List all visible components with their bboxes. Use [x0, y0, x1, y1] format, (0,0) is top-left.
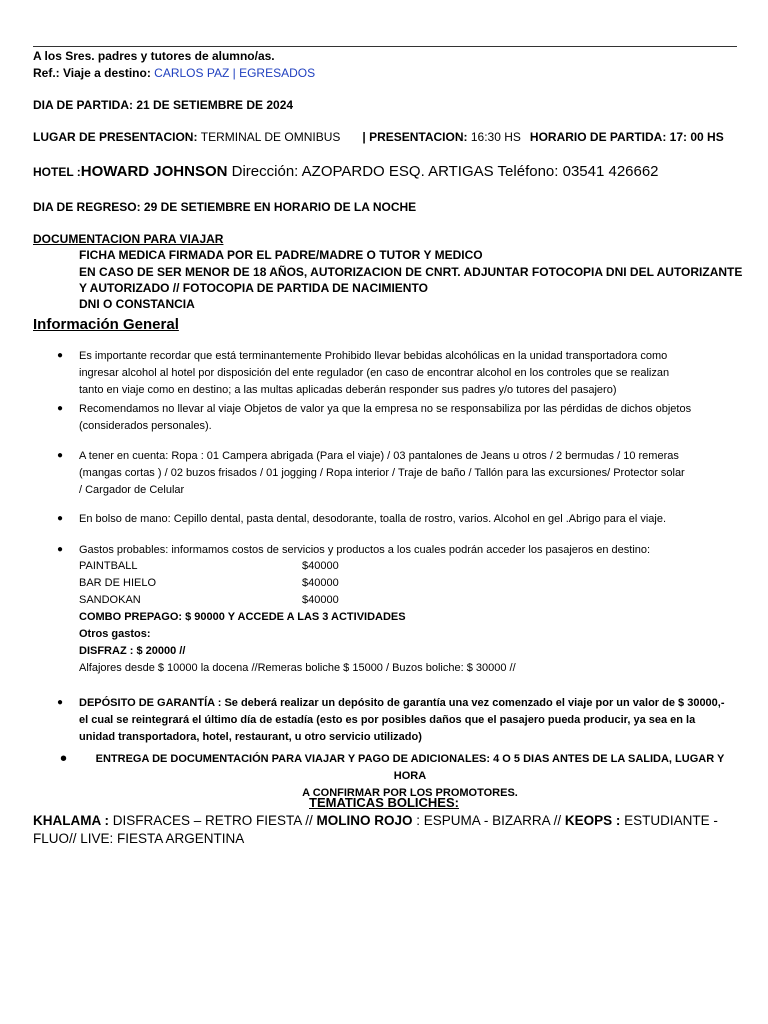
bullet-icon: ● — [57, 697, 64, 708]
notice-line: A CONFIRMAR POR LOS PROMOTORES. — [302, 787, 518, 799]
bullet-text-line: (mangas cortas ) / 02 buzos frisados / 01 jogging / Ropa interior / Traje de baño / Tallón para las excursiones/ Protector solar — [79, 467, 685, 479]
hotel-line — [33, 162, 659, 182]
bullet-text-line: A tener en cuenta: Ropa : 01 Campera abrigada (Para el viaje) / 03 pantalones de Jeans u otros / 2 bermudas / 10 remeras — [79, 450, 679, 462]
themes-line-2: FLUO// LIVE: FIESTA ARGENTINA — [33, 831, 245, 846]
hotel-label: HOTEL : — [33, 165, 81, 179]
bullet-text-line: / Cargador de Celular — [79, 484, 185, 496]
themes-line-1 — [33, 812, 718, 830]
doc-line: FICHA MEDICA FIRMADA POR EL PADRE/MADRE O TUTOR Y MEDICO — [79, 248, 483, 262]
costume-price: DISFRAZ : $ 20000 // — [79, 645, 186, 657]
combo-offer: COMBO PREPAGO: $ 90000 Y ACCEDE A LAS 3 ACTIVIDADES — [79, 611, 406, 623]
bullet-text-line: ingresar alcohol al hotel por disposición del ente regulador (en caso de encontrar alcohol en los controles que se realizan — [79, 367, 670, 379]
bullet-icon: ● — [57, 350, 64, 361]
bullet-expenses-intro: Gastos probables: informamos costos de servicios y productos a los cuales podrán acceder los pasajeros en destino: — [79, 544, 651, 556]
time-label: | PRESENTACION: — [362, 130, 471, 144]
bullet-valuables — [79, 401, 739, 435]
bullet-icon: ● — [57, 403, 64, 414]
club-theme: DISFRACES – RETRO FIESTA // — [108, 813, 317, 828]
doc-line: DNI O CONSTANCIA — [79, 297, 195, 311]
bullet-deposit — [79, 695, 739, 746]
bullet-icon: ● — [57, 513, 64, 524]
bullet-text-line: Recomendamos no llevar al viaje Objetos de valor ya que la empresa no se responsabiliza por las pérdidas de dichos objetos — [79, 403, 692, 415]
doc-line: EN CASO DE SER MENOR DE 18 AÑOS, AUTORIZACION DE CNRT. ADJUNTAR FOTOCOPIA DNI DEL AUTORIZANTE — [79, 265, 743, 279]
notice-line: ENTREGA DE DOCUMENTACIÓN PARA VIAJAR Y PAGO DE ADICIONALES: 4 O 5 DIAS ANTES DE LA SALIDA, LUGAR Y HORA — [95, 753, 725, 782]
club-name: KHALAMA : — [33, 813, 109, 828]
cost-name: BAR DE HIELO — [79, 577, 157, 589]
hotel-name: HOWARD JOHNSON — [80, 163, 228, 180]
place-label: LUGAR DE PRESENTACION: — [33, 130, 201, 144]
bullet-clothing — [79, 448, 739, 499]
presentation-line — [33, 129, 724, 145]
return-date: DIA DE REGRESO: 29 DE SETIEMBRE EN HORARIO DE LA NOCHE — [33, 200, 417, 214]
place-value: TERMINAL DE OMNIBUS — [200, 130, 341, 144]
cost-price: $40000 — [302, 560, 339, 572]
greeting: A los Sres. padres y tutores de alumno/as. — [33, 49, 275, 63]
extras-prices: Alfajores desde $ 10000 la docena //Remeras boliche $ 15000 / Buzos boliche: $ 30000 // — [79, 662, 516, 674]
bullet-text-line: (considerados personales). — [79, 420, 212, 432]
bullet-text-line: tanto en viaje como en destino; a las multas aplicadas deberán responder sus padres y/o tutores del pasajero) — [79, 384, 617, 396]
hotel-details: Dirección: AZOPARDO ESQ. ARTIGAS Teléfono: 03541 426662 — [227, 163, 659, 180]
top-rule — [33, 46, 737, 47]
club-name: KEOPS : — [564, 813, 621, 828]
ref-label: Ref.: Viaje a destino: — [33, 66, 155, 80]
bullet-text-line: unidad transportadora, hotel, restaurant, u otro servicio utilizado) — [79, 731, 422, 743]
club-theme: ESTUDIANTE - — [620, 813, 718, 828]
bullet-icon: ● — [57, 450, 64, 461]
doc-line: Y AUTORIZADO // FOTOCOPIA DE PARTIDA DE NACIMIENTO — [79, 281, 428, 295]
club-theme: : ESPUMA - BIZARRA // — [412, 813, 565, 828]
bullet-alcohol — [79, 348, 739, 399]
other-expenses-label: Otros gastos: — [79, 628, 151, 640]
cost-name: SANDOKAN — [79, 594, 141, 606]
bullet-icon: • — [60, 748, 68, 770]
cost-price: $40000 — [302, 594, 339, 606]
bullet-hand-luggage: En bolso de mano: Cepillo dental, pasta dental, desodorante, toalla de rostro, varios. Alcohol en gel .Abrigo para el viaje. — [79, 513, 667, 525]
ref-value: CARLOS PAZ | EGRESADOS — [154, 66, 316, 80]
themes-title: TEMATICAS BOLICHES: — [309, 795, 459, 810]
bullet-text-line: el cual se reintegrará el último día de estadía (esto es por posibles daños que el pasajero pueda producir, ya sea en la — [79, 714, 696, 726]
bullet-text-line: Es importante recordar que está terminantemente Prohibido llevar bebidas alcohólicas en la unidad transportadora como — [79, 350, 668, 362]
documentation-title: DOCUMENTACION PARA VIAJAR — [33, 232, 224, 246]
cost-price: $40000 — [302, 577, 339, 589]
club-name: MOLINO ROJO — [316, 813, 413, 828]
reference-line — [33, 65, 315, 81]
bullet-icon: ● — [57, 544, 64, 555]
cost-name: PAINTBALL — [79, 560, 138, 572]
general-info-title: Información General — [33, 316, 179, 333]
departure-time: HORARIO DE PARTIDA: 17: 00 HS — [529, 130, 724, 144]
bullet-text-line: DEPÓSITO DE GARANTÍA : Se deberá realizar un depósito de garantía una vez comenzado el viaje por un valor de $ 30000,- — [79, 697, 725, 709]
time-value: 16:30 HS — [470, 130, 521, 144]
departure-date: DIA DE PARTIDA: 21 DE SETIEMBRE DE 2024 — [33, 98, 294, 112]
